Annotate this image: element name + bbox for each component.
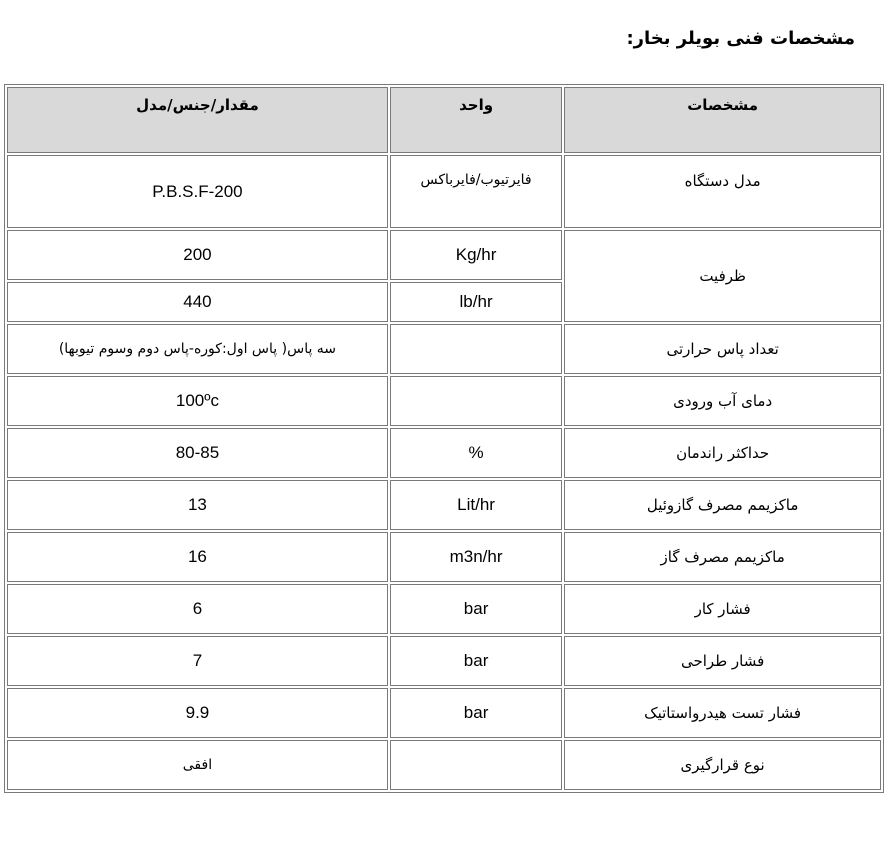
cell-value-capacity-lb: 440 <box>7 282 388 322</box>
header-value: مقدار/جنس/مدل <box>7 87 388 153</box>
cell-spec-work-pressure: فشار کار <box>564 584 881 634</box>
cell-spec-gasoil: ماکزیمم مصرف گازوئیل <box>564 480 881 530</box>
cell-spec-passes: تعداد پاس حرارتی <box>564 324 881 374</box>
cell-value-gas: 16 <box>7 532 388 582</box>
cell-unit-work-pressure: bar <box>390 584 562 634</box>
cell-unit-passes <box>390 324 562 374</box>
cell-unit-install-type <box>390 740 562 790</box>
cell-spec-inlet-temp: دمای آب ورودی <box>564 376 881 426</box>
cell-spec-model: مدل دستگاه <box>564 155 881 228</box>
table-row-gasoil <box>7 480 881 530</box>
boiler-spec-table <box>4 84 884 793</box>
cell-unit-gasoil: Lit/hr <box>390 480 562 530</box>
header-unit: واحد <box>390 87 562 153</box>
cell-unit-capacity-kg: Kg/hr <box>390 230 562 280</box>
cell-value-hydro-pressure: 9.9 <box>7 688 388 738</box>
cell-unit-capacity-lb: lb/hr <box>390 282 562 322</box>
table-row-install-type <box>7 740 881 790</box>
table-row-capacity-kg <box>7 230 881 280</box>
page-title: مشخصات فنی بویلر بخار: <box>626 28 855 49</box>
cell-value-install-type: افقی <box>7 740 388 790</box>
cell-unit-gas: m3n/hr <box>390 532 562 582</box>
cell-value-model: P.B.S.F-200 <box>7 155 388 228</box>
cell-spec-gas: ماکزیمم مصرف گاز <box>564 532 881 582</box>
cell-unit-hydro-pressure: bar <box>390 688 562 738</box>
cell-value-design-pressure: 7 <box>7 636 388 686</box>
cell-value-inlet-temp: 100ºc <box>7 376 388 426</box>
cell-unit-design-pressure: bar <box>390 636 562 686</box>
cell-value-gasoil: 13 <box>7 480 388 530</box>
cell-spec-capacity: ظرفیت <box>564 230 881 322</box>
table-header-row <box>7 87 881 153</box>
cell-spec-hydro-pressure: فشار تست هیدرواستاتیک <box>564 688 881 738</box>
table-row-hydro-pressure <box>7 688 881 738</box>
table-row-inlet-temp <box>7 376 881 426</box>
cell-unit-efficiency: % <box>390 428 562 478</box>
table-row-work-pressure <box>7 584 881 634</box>
table-row-gas <box>7 532 881 582</box>
table-row-model <box>7 155 881 228</box>
cell-value-work-pressure: 6 <box>7 584 388 634</box>
cell-spec-efficiency: حداکثر راندمان <box>564 428 881 478</box>
table-row-design-pressure <box>7 636 881 686</box>
cell-spec-design-pressure: فشار طراحی <box>564 636 881 686</box>
table-row-passes <box>7 324 881 374</box>
header-spec: مشخصات <box>564 87 881 153</box>
cell-unit-model: فایرتیوب/فایرباکس <box>390 155 562 228</box>
cell-value-passes: سه پاس( پاس اول:کوره-پاس دوم وسوم تیوبها) <box>7 324 388 374</box>
cell-value-efficiency: 80-85 <box>7 428 388 478</box>
table-row-efficiency <box>7 428 881 478</box>
cell-spec-install-type: نوع قرارگیری <box>564 740 881 790</box>
cell-value-capacity-kg: 200 <box>7 230 388 280</box>
cell-unit-inlet-temp <box>390 376 562 426</box>
